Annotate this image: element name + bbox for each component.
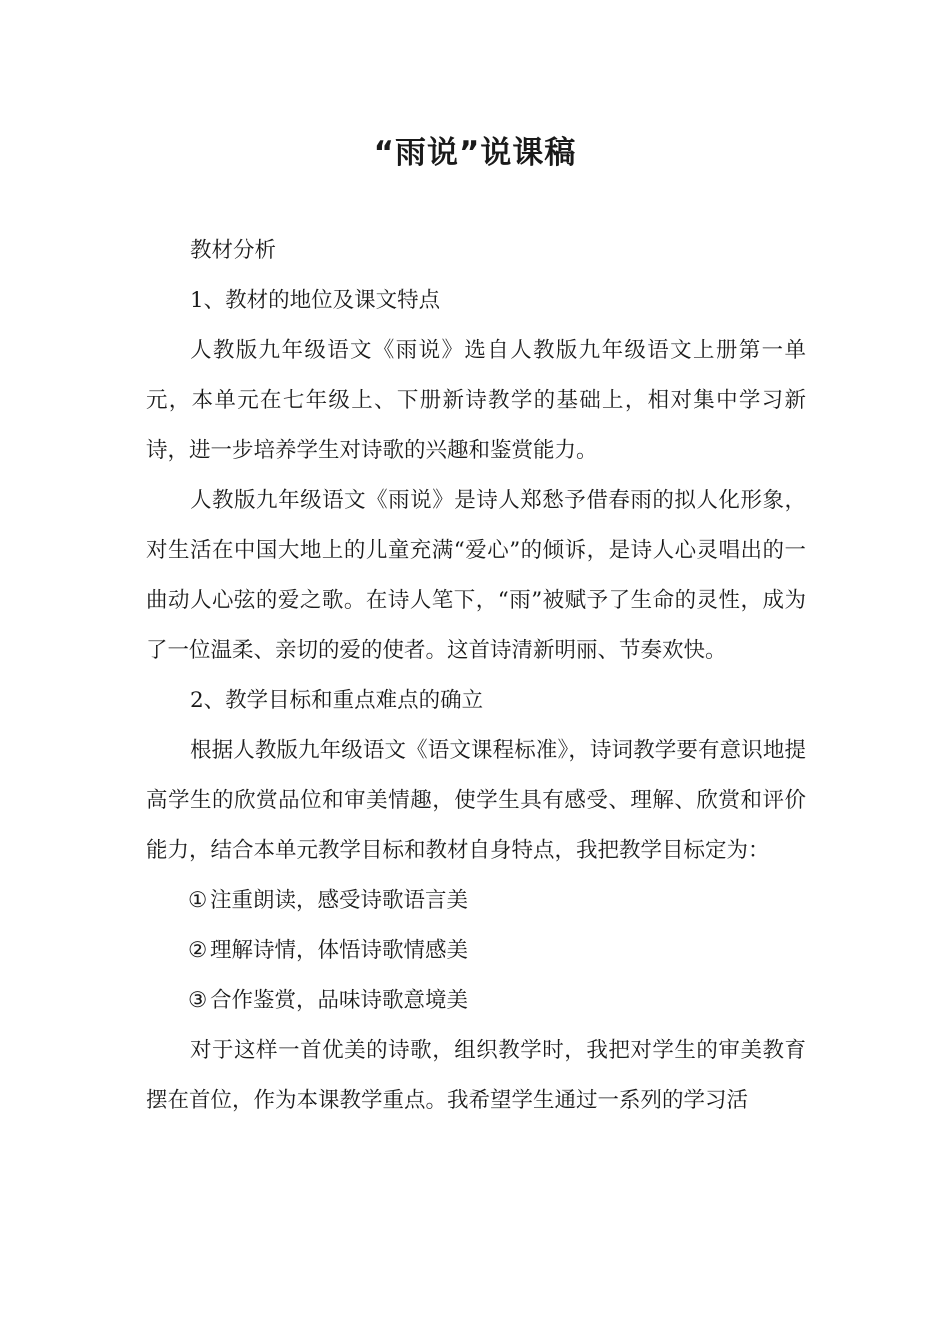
paragraph-4: 对于这样一首优美的诗歌，组织教学时，我把对学生的审美教育摆在首位，作为本课教学重点。我希望学生通过一系列的学习活 (146, 1038, 806, 1113)
goal-text: 注重朗读，感受诗歌语言美 (210, 888, 469, 913)
goal-text: 合作鉴赏，品味诗歌意境美 (210, 988, 469, 1013)
goal-marker: ③ (188, 988, 208, 1013)
paragraph-1: 人教版九年级语文《雨说》选自人教版九年级语文上册第一单元，本单元在七年级上、下册新诗教学的基础上，相对集中学习新诗，进一步培养学生对诗歌的兴趣和鉴赏能力。 (146, 338, 806, 463)
goal-item-3 (146, 976, 806, 1026)
goal-text: 理解诗情，体悟诗歌情感美 (210, 938, 469, 963)
heading-material-analysis: 教材分析 (190, 238, 277, 263)
section-1-heading: 1、教材的地位及课文特点 (190, 288, 441, 313)
goal-marker: ② (188, 938, 208, 963)
section-2-heading: 2、教学目标和重点难点的确立 (190, 688, 484, 713)
document-title: “雨说”说课稿 (373, 135, 577, 171)
goal-item-1 (146, 876, 806, 926)
goal-item-2 (146, 926, 806, 976)
paragraph-2: 人教版九年级语文《雨说》是诗人郑愁予借春雨的拟人化形象，对生活在中国大地上的儿童充满“爱心”的倾诉，是诗人心灵唱出的一曲动人心弦的爱之歌。在诗人笔下，“雨”被赋予了生命的灵性，成为了一位温柔、亲切的爱的使者。这首诗清新明丽、节奏欢快。 (146, 488, 806, 663)
paragraph-3: 根据人教版九年级语文《语文课程标准》，诗词教学要有意识地提高学生的欣赏品位和审美情趣，使学生具有感受、理解、欣赏和评价能力，结合本单元教学目标和教材自身特点，我把教学目标定为： (146, 738, 806, 863)
goal-marker: ① (188, 888, 208, 913)
document-body (146, 226, 806, 1126)
